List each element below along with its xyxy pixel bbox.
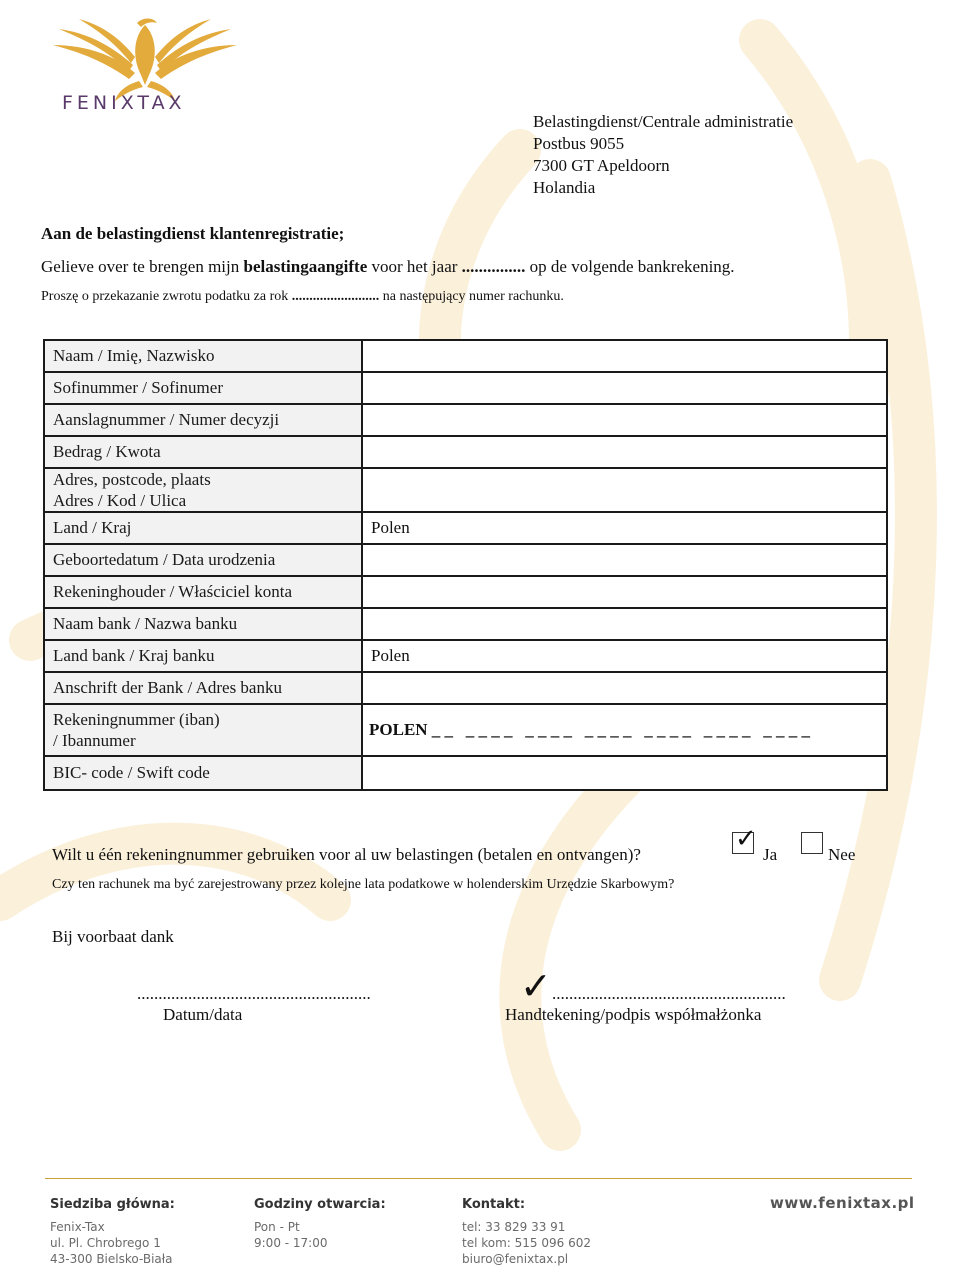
website-link[interactable]: www.fenixtax.pl — [770, 1194, 915, 1212]
date-caption: Datum/data — [163, 1005, 243, 1024]
year-blank[interactable]: ............... — [461, 257, 526, 276]
mobile-link[interactable]: tel kom: 515 096 602 — [462, 1236, 591, 1250]
table-row — [44, 640, 887, 672]
email-link[interactable]: biuro@fenixtax.pl — [462, 1252, 569, 1266]
aanslagnummer-field[interactable] — [362, 404, 887, 436]
name-field[interactable] — [362, 340, 887, 372]
account-holder-field[interactable] — [362, 576, 887, 608]
row-label: Land bank / Kraj banku — [44, 640, 362, 672]
iban-field[interactable]: POLEN _ _ _ _ _ _ _ _ _ _ _ _ _ _ _ _ _ _ _ _ _ _ _ _ _ _ — [362, 704, 887, 756]
recipient-line-3: 7300 GT Apeldoorn — [533, 156, 670, 175]
no-label: Nee — [828, 845, 856, 864]
row-label: Aanslagnummer / Numer decyzji — [44, 404, 362, 436]
yes-label: Ja — [763, 845, 778, 864]
table-row — [44, 468, 887, 512]
row-label: Adres, postcode, plaats Adres / Kod / Ulica — [44, 468, 362, 512]
request-polish: Proszę o przekazanie zwrotu podatku za rok ......................... na następujący numer rachunku. — [41, 289, 564, 304]
table-row — [44, 544, 887, 576]
table-row — [44, 372, 887, 404]
row-label: Naam bank / Nazwa banku — [44, 608, 362, 640]
bank-address-field[interactable] — [362, 672, 887, 704]
checkmark-icon: ✓ — [520, 964, 552, 1008]
recipient-line-1: Belastingdienst/Centrale administratie — [533, 112, 794, 131]
table-row — [44, 756, 887, 790]
table-row — [44, 404, 887, 436]
row-label: Land / Kraj — [44, 512, 362, 544]
no-checkbox[interactable] — [801, 832, 823, 854]
year-blank-pl[interactable]: ......................... — [291, 289, 380, 304]
amount-field[interactable] — [362, 436, 887, 468]
closing-text: Bij voorbaat dank — [52, 927, 174, 946]
phone-link[interactable]: tel: 33 829 33 91 — [462, 1220, 566, 1234]
date-line[interactable]: ....................................................... — [137, 984, 371, 1003]
salutation: Aan de belastingdienst klantenregistratie; — [41, 224, 345, 243]
request-dutch: Gelieve over te brengen mijn belastingaangifte voor het jaar ............... op de volgende bankrekening. — [41, 257, 735, 276]
table-row — [44, 608, 887, 640]
footer-contact: Kontakt: tel: 33 829 33 91 tel kom: 515 096 602 biuro@fenixtax.pl — [462, 1197, 591, 1266]
bank-name-field[interactable] — [362, 608, 887, 640]
signature-caption: Handtekening/podpis współmałżonka — [505, 1005, 762, 1024]
logo-wordmark: FENIXTAX — [62, 92, 186, 114]
bank-details-table — [43, 339, 888, 791]
table-row — [44, 704, 887, 756]
table-row — [44, 672, 887, 704]
row-label: Anschrift der Bank / Adres banku — [44, 672, 362, 704]
row-label: Naam / Imię, Nazwisko — [44, 340, 362, 372]
table-row — [44, 340, 887, 372]
bank-country-field[interactable]: Polen — [362, 640, 887, 672]
footer-opening-hours: Godziny otwarcia: Pon - Pt 9:00 - 17:00 — [254, 1197, 386, 1250]
row-label: Bedrag / Kwota — [44, 436, 362, 468]
sofinummer-field[interactable] — [362, 372, 887, 404]
row-label: Rekeningnummer (iban) / Ibannumer — [44, 704, 362, 756]
country-field[interactable]: Polen — [362, 512, 887, 544]
question-polish: Czy ten rachunek ma być zarejestrowany przez kolejne lata podatkowe w holenderskim Urzędzie Skarbowym? — [52, 877, 675, 892]
birthdate-field[interactable] — [362, 544, 887, 576]
table-row — [44, 576, 887, 608]
row-label: Sofinummer / Sofinumer — [44, 372, 362, 404]
footer-headquarters: Siedziba główna: Fenix-Tax ul. Pl. Chrobrego 1 43-300 Bielsko-Biała — [50, 1197, 175, 1266]
address-field[interactable] — [362, 468, 887, 512]
recipient-line-2: Postbus 9055 — [533, 134, 625, 153]
recipient-line-4: Holandia — [533, 178, 596, 197]
row-label: BIC- code / Swift code — [44, 756, 362, 790]
table-row — [44, 512, 887, 544]
row-label: Rekeninghouder / Właściciel konta — [44, 576, 362, 608]
bic-field[interactable] — [362, 756, 887, 790]
row-label: Geboortedatum / Data urodzenia — [44, 544, 362, 576]
checkmark-icon: ✓ — [735, 824, 757, 854]
signature-line[interactable]: ....................................................... — [552, 984, 786, 1003]
table-row — [44, 436, 887, 468]
question-dutch: Wilt u één rekeningnummer gebruiken voor al uw belastingen (betalen en ontvangen)? — [52, 845, 641, 864]
footer-divider — [45, 1178, 912, 1179]
